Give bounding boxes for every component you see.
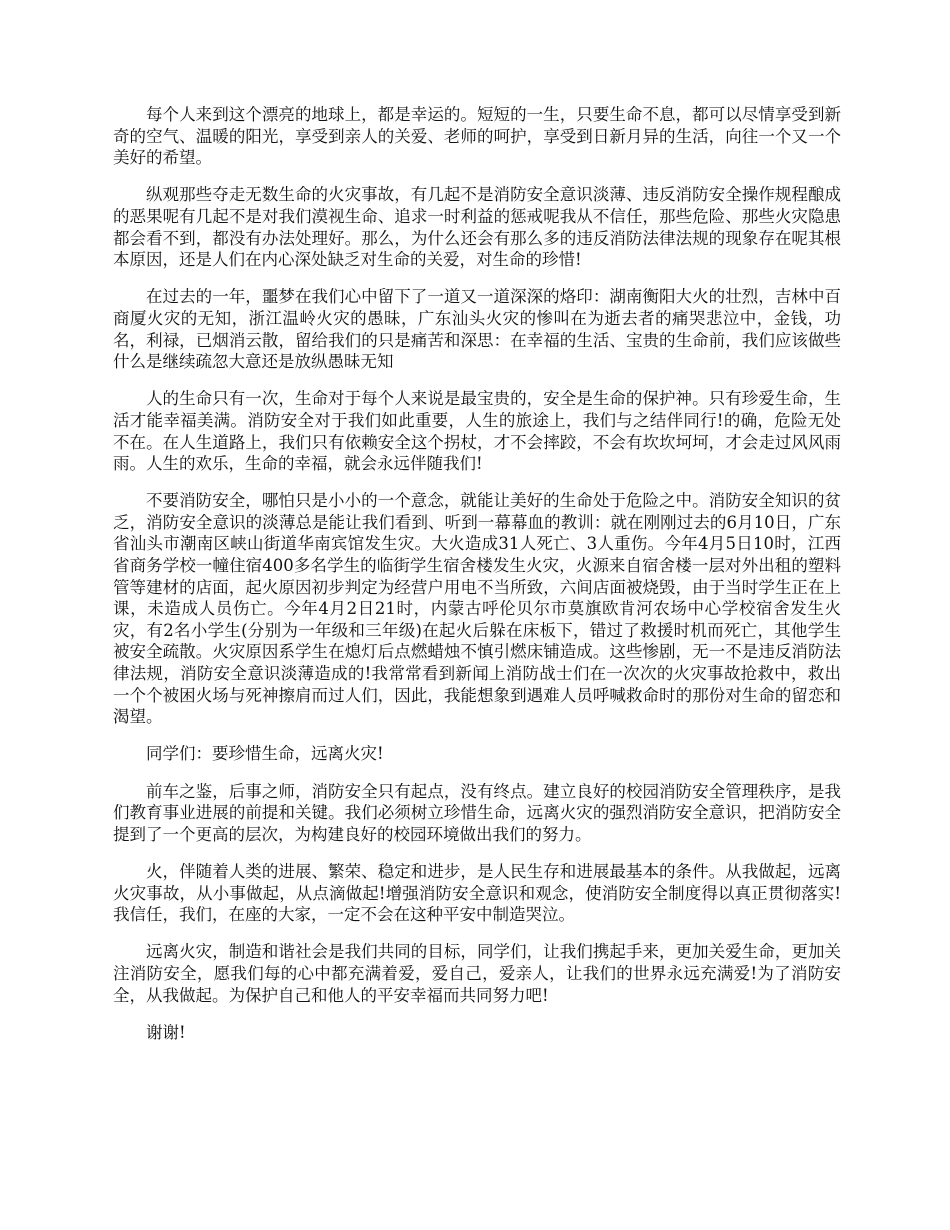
paragraph-4: 人的生命只有一次，生命对于每个人来说是最宝贵的，安全是生命的保护神。只有珍爱生命，生活才能幸福美满。消防安全对于我们如此重要，人生的旅途上，我们与之结伴同行!的确，危险无处不在。在人生道路上，我们只有依赖安全这个拐杖，才不会摔跤，不会有坎坎坷坷，才会走过风风雨雨。人生的欢乐，生命的幸福，就会永远伴随我们! bbox=[113, 389, 841, 474]
document-body bbox=[113, 104, 841, 1059]
paragraph-1: 每个人来到这个漂亮的地球上，都是幸运的。短短的一生，只要生命不息，都可以尽情享受到新奇的空气、温暖的阳光，享受到亲人的关爱、老师的呵护，享受到日新月异的生活，向往一个又一个美好的希望。 bbox=[113, 105, 841, 168]
paragraph-6: 同学们：要珍惜生命，远离火灾! bbox=[146, 744, 384, 764]
paragraph-7: 前车之鉴，后事之师，消防安全只有起点，没有终点。建立良好的校园消防安全管理秩序，是我们教育事业进展的前提和关键。我们必须树立珍惜生命，远离火灾的强烈消防安全意识，把消防安全提到了一个更高的层次，为构建良好的校园环境做出我们的努力。 bbox=[113, 781, 841, 844]
paragraph-5: 不要消防安全，哪怕只是小小的一个意念，就能让美好的生命处于危险之中。消防安全知识的贫乏，消防安全意识的淡薄总是能让我们看到、听到一幕幕血的教训：就在刚刚过去的6月10日，广东省汕头市潮南区峡山街道华南宾馆发生灾。大火造成31人死亡、3人重伤。今年4月5日10时，江西省商务学校一幢住宿400多名学生的临街学生宿舍楼发生火灾，火源来自宿舍楼一层对外出租的塑料管等建材的店面，起火原因初步判定为经营户用电不当所致，六间店面被烧毁，由于当时学生正在上课，未造成人员伤亡。今年4月2日21时，内蒙古呼伦贝尔市莫旗欧肯河农场中心学校宿舍发生火灾，有2名小学生(分别为一年级和三年级)在起火后躲在床板下，错过了救援时机而死亡，其他学生被安全疏散。火灾原因系学生在熄灯后点燃蜡烛不慎引燃床铺造成。这些惨剧，无一不是违反消防法律法规，消防安全意识淡薄造成的!我常常看到新闻上消防战士们在一次次的火灾事故抢救中，救出一个个被困火场与死神擦肩而过人们，因此，我能想象到遇难人员呼喊救命时的那份对生命的留恋和渴望。 bbox=[113, 491, 841, 727]
paragraph-8: 火，伴随着人类的进展、繁荣、稳定和进步，是人民生存和进展最基本的条件。从我做起，远离火灾事故，从小事做起，从点滴做起!增强消防安全意识和观念，使消防安全制度得以真正贯彻落实!我信任，我们，在座的大家，一定不会在这种平安中制造哭泣。 bbox=[113, 861, 841, 925]
paragraph-3: 在过去的一年，噩梦在我们心中留下了一道又一道深深的烙印：湖南衡阳大火的壮烈，吉林中百商厦火灾的无知，浙江温岭火灾的愚昧，广东汕头火灾的惨叫在为逝去者的痛哭悲泣中，金钱，功名，利禄，已烟消云散，留给我们的只是痛苦和深思：在幸福的生活、宝贵的生命前，我们应该做些什么是继续疏忽大意还是放纵愚昧无知 bbox=[113, 287, 841, 372]
paragraph-9: 远离火灾，制造和谐社会是我们共同的目标，同学们，让我们携起手来，更加关爱生命，更加关注消防安全，愿我们每的心中都充满着爱，爱自己，爱亲人，让我们的世界永远充满爱!为了消防安全，从我做起。为保护自己和他人的平安幸福而共同努力吧! bbox=[113, 942, 841, 1005]
paragraph-10: 谢谢! bbox=[146, 1022, 186, 1042]
paragraph-2: 纵观那些夺走无数生命的火灾事故，有几起不是消防安全意识淡薄、违反消防安全操作规程酿成的恶果呢有几起不是对我们漠视生命、追求一时利益的惩戒呢我从不信任，那些危险、那些火灾隐患都会看不到，都没有办法处理好。那么，为什么还会有那么多的违反消防法律法规的现象存在呢其根本原因，还是人们在内心深处缺乏对生命的关爱，对生命的珍惜! bbox=[113, 185, 841, 270]
